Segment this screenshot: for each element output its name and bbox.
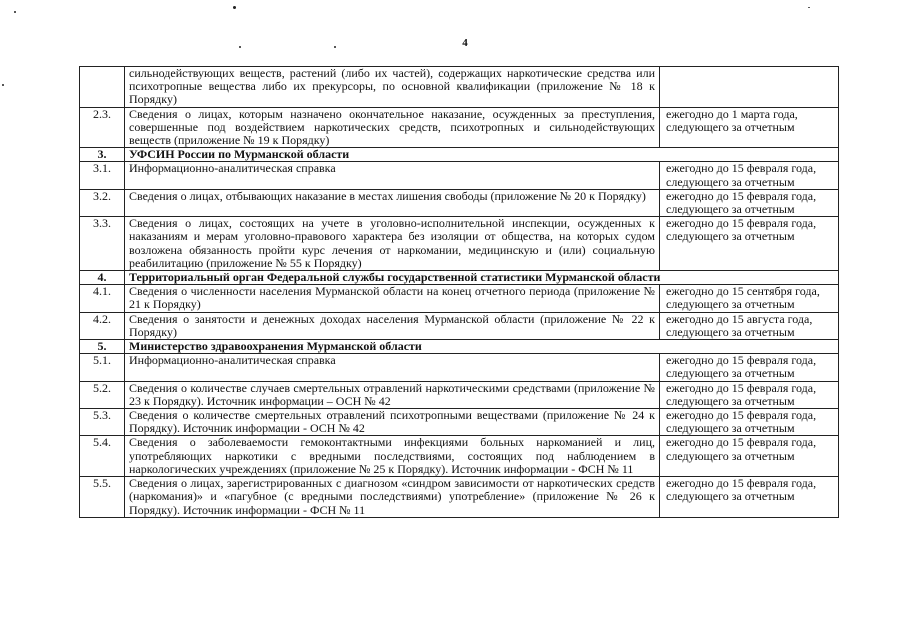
section-number: 3. (80, 148, 125, 162)
table-row (80, 436, 839, 477)
table-row (80, 189, 839, 216)
item-deadline: ежегодно до 15 февраля года, следующего за отчетным (660, 436, 839, 477)
item-deadline: ежегодно до 15 февраля года, следующего за отчетным (660, 162, 839, 189)
item-description: сильнодействующих веществ, растений (либо их частей), содержащих наркотические средства или психотропные вещества либо их прекурсоры, по основной квалификации (приложение № 18 к Порядку) (125, 67, 660, 108)
section-row (80, 271, 839, 285)
reporting-schedule-table (79, 66, 839, 518)
item-deadline: ежегодно до 15 февраля года, следующего за отчетным (660, 217, 839, 271)
table-row (80, 285, 839, 312)
item-description: Сведения о лицах, отбывающих наказание в местах лишения свободы (приложение № 20 к Порядку) (125, 189, 660, 216)
item-number (80, 67, 125, 108)
scan-speck (334, 46, 336, 48)
item-description: Сведения о лицах, состоящих на учете в уголовно-исполнительной инспекции, осужденных к наказаниям и мерам уголовно-правового характера без изоляции от общества, на которых судом возложена обязанность пройти курс лечения от наркомании, медицинскую и (или) социальную реабилитацию (приложение № 55 к Порядку) (125, 217, 660, 271)
table-row (80, 381, 839, 408)
scan-speck (233, 6, 236, 9)
section-title: УФСИН России по Мурманской области (125, 148, 839, 162)
item-deadline: ежегодно до 15 февраля года, следующего за отчетным (660, 354, 839, 381)
item-number: 4.2. (80, 312, 125, 339)
item-deadline: ежегодно до 1 марта года, следующего за отчетным (660, 107, 839, 148)
section-row (80, 340, 839, 354)
section-title: Министерство здравоохранения Мурманской области (125, 340, 839, 354)
item-deadline: ежегодно до 15 февраля года, следующего за отчетным (660, 409, 839, 436)
section-title: Территориальный орган Федеральной службы государственной статистики Мурманской области (125, 271, 839, 285)
scan-speck (239, 46, 241, 48)
item-number: 4.1. (80, 285, 125, 312)
item-number: 3.3. (80, 217, 125, 271)
scan-speck (2, 84, 4, 86)
item-deadline: ежегодно до 15 сентября года, следующего за отчетным (660, 285, 839, 312)
section-number: 4. (80, 271, 125, 285)
table-row (80, 354, 839, 381)
item-deadline: ежегодно до 15 февраля года, следующего за отчетным (660, 477, 839, 518)
scan-speck (808, 7, 810, 8)
table-row (80, 107, 839, 148)
item-description: Информационно-аналитическая справка (125, 162, 660, 189)
item-number: 5.4. (80, 436, 125, 477)
item-description: Сведения о лицах, которым назначено окончательное наказание, осужденных за преступления, совершенные под воздействием наркотических средств, психотропных и сильнодействующих веществ (приложение № 19 к Порядку) (125, 107, 660, 148)
page-number: 4 (462, 37, 468, 49)
item-description: Сведения о заболеваемости гемоконтактными инфекциями больных наркоманией и лиц, употребляющих наркотики с вредными последствиями, состоящих под наблюдением в наркологических учреждениях (приложение № 25 к Порядку). Источник информации - ФСН № 11 (125, 436, 660, 477)
item-deadline: ежегодно до 15 февраля года, следующего за отчетным (660, 189, 839, 216)
item-description: Сведения о количестве случаев смертельных отравлений наркотическими средствами (приложение № 23 к Порядку). Источник информации – ОСН № 42 (125, 381, 660, 408)
table-row (80, 67, 839, 108)
item-description: Сведения о количестве смертельных отравлений психотропными веществами (приложение № 24 к Порядку). Источник информации - ОСН № 42 (125, 409, 660, 436)
item-number: 5.1. (80, 354, 125, 381)
item-number: 5.5. (80, 477, 125, 518)
table-row (80, 477, 839, 518)
item-number: 3.2. (80, 189, 125, 216)
item-number: 3.1. (80, 162, 125, 189)
item-description: Сведения о занятости и денежных доходах населения Мурманской области (приложение № 22 к Порядку) (125, 312, 660, 339)
section-row (80, 148, 839, 162)
item-description: Сведения о лицах, зарегистрированных с диагнозом «синдром зависимости от наркотических средств (наркомания)» и «пагубное (с вредными последствиями) употребление» (приложение № 26 к Порядку). Источник информации - ФСН № 11 (125, 477, 660, 518)
table-body (80, 67, 839, 518)
section-number: 5. (80, 340, 125, 354)
table-row (80, 162, 839, 189)
item-number: 2.3. (80, 107, 125, 148)
item-description: Сведения о численности населения Мурманской области на конец отчетного периода (приложение № 21 к Порядку) (125, 285, 660, 312)
item-description: Информационно-аналитическая справка (125, 354, 660, 381)
item-number: 5.2. (80, 381, 125, 408)
item-number: 5.3. (80, 409, 125, 436)
scan-speck (14, 11, 16, 13)
item-deadline (660, 67, 839, 108)
table-row (80, 312, 839, 339)
table-row (80, 409, 839, 436)
item-deadline: ежегодно до 15 февраля года, следующего за отчетным (660, 381, 839, 408)
table-row (80, 217, 839, 271)
item-deadline: ежегодно до 15 августа года, следующего за отчетным (660, 312, 839, 339)
